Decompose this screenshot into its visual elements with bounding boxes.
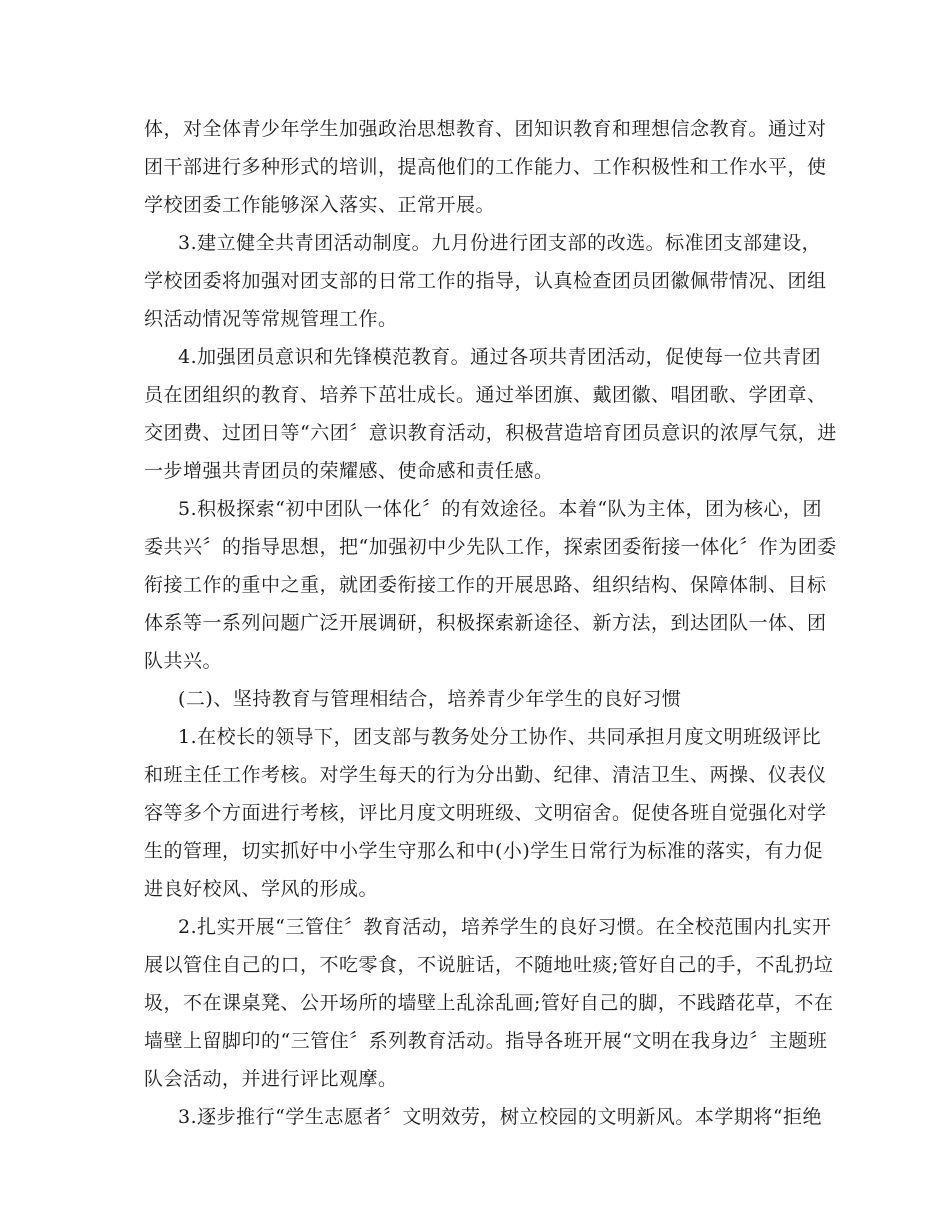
text-line: 一步增强共青团员的荣耀感、使命感和责任感。	[144, 460, 554, 482]
text-line: 容等多个方面进行考核，评比月度文明班级、文明宿舍。促使各班自觉强化对学	[144, 802, 827, 824]
text-line: 4.加强团员意识和先锋模范教育。通过各项共青团活动，促使每一位共青团	[178, 346, 822, 368]
section-heading: (二)、坚持教育与管理相结合，培养青少年学生的良好习惯	[178, 688, 682, 710]
text-line: 委共兴〞的指导思想，把“加强初中少先队工作，探索团委衔接一体化〞作为团委	[144, 536, 837, 558]
text-line: 墙壁上留脚印的“三管住〞系列教育活动。指导各班开展“文明在我身边〞主题班	[144, 1030, 828, 1052]
text-line: 和班主任工作考核。对学生每天的行为分出勤、纪律、清洁卫生、两操、仪表仪	[144, 764, 827, 786]
text-line: 进良好校风、学风的形成。	[144, 878, 379, 900]
text-line: 3.逐步推行“学生志愿者〞文明效劳，树立校园的文明新风。本学期将“拒绝	[178, 1106, 823, 1128]
text-line: 队共兴。	[144, 650, 223, 672]
text-line: 学校团委工作能够深入落实、正常开展。	[144, 194, 496, 216]
text-line: 体系等一系列问题广泛开展调研，积极探索新途径、新方法，到达团队一体、团	[144, 612, 827, 634]
text-line: 织活动情况等常规管理工作。	[144, 308, 398, 330]
text-line: 交团费、过团日等“六团〞意识教育活动，积极营造培育团员意识的浓厚气氛，进	[144, 422, 837, 444]
text-line: 员在团组织的教育、培养下茁壮成长。通过举团旗、戴团徽、唱团歌、学团章、	[144, 384, 827, 406]
text-line: 展以管住自己的口，不吃零食，不说脏话，不随地吐痰;管好自己的手，不乱扔垃	[144, 954, 834, 976]
text-line: 衔接工作的重中之重，就团委衔接工作的开展思路、组织结构、保障体制、目标	[144, 574, 827, 596]
text-line: 1.在校长的领导下，团支部与教务处分工协作、共同承担月度文明班级评比	[178, 726, 822, 748]
text-line: 5.积极探索“初中团队一体化〞的有效途径。本着“队为主体，团为核心，团	[178, 498, 823, 520]
text-line: 3.建立健全共青团活动制度。九月份进行团支部的改选。标准团支部建设，	[178, 232, 822, 254]
text-line: 2.扎实开展“三管住〞教育活动，培养学生的良好习惯。在全校范围内扎实开	[178, 916, 832, 938]
text-line: 学校团委将加强对团支部的日常工作的指导，认真检查团员团徽佩带情况、团组	[144, 270, 827, 292]
text-line: 生的管理，切实抓好中小学生守那么和中(小)学生日常行为标准的落实，有力促	[144, 840, 823, 862]
text-line: 团干部进行多种形式的培训，提高他们的工作能力、工作积极性和工作水平，使	[144, 156, 827, 178]
text-line: 体，对全体青少年学生加强政治思想教育、团知识教育和理想信念教育。通过对	[144, 118, 827, 140]
text-line: 队会活动，并进行评比观摩。	[144, 1068, 398, 1090]
text-line: 圾，不在课桌凳、公开场所的墙壁上乱涂乱画;管好自己的脚，不践踏花草，不在	[144, 992, 834, 1014]
